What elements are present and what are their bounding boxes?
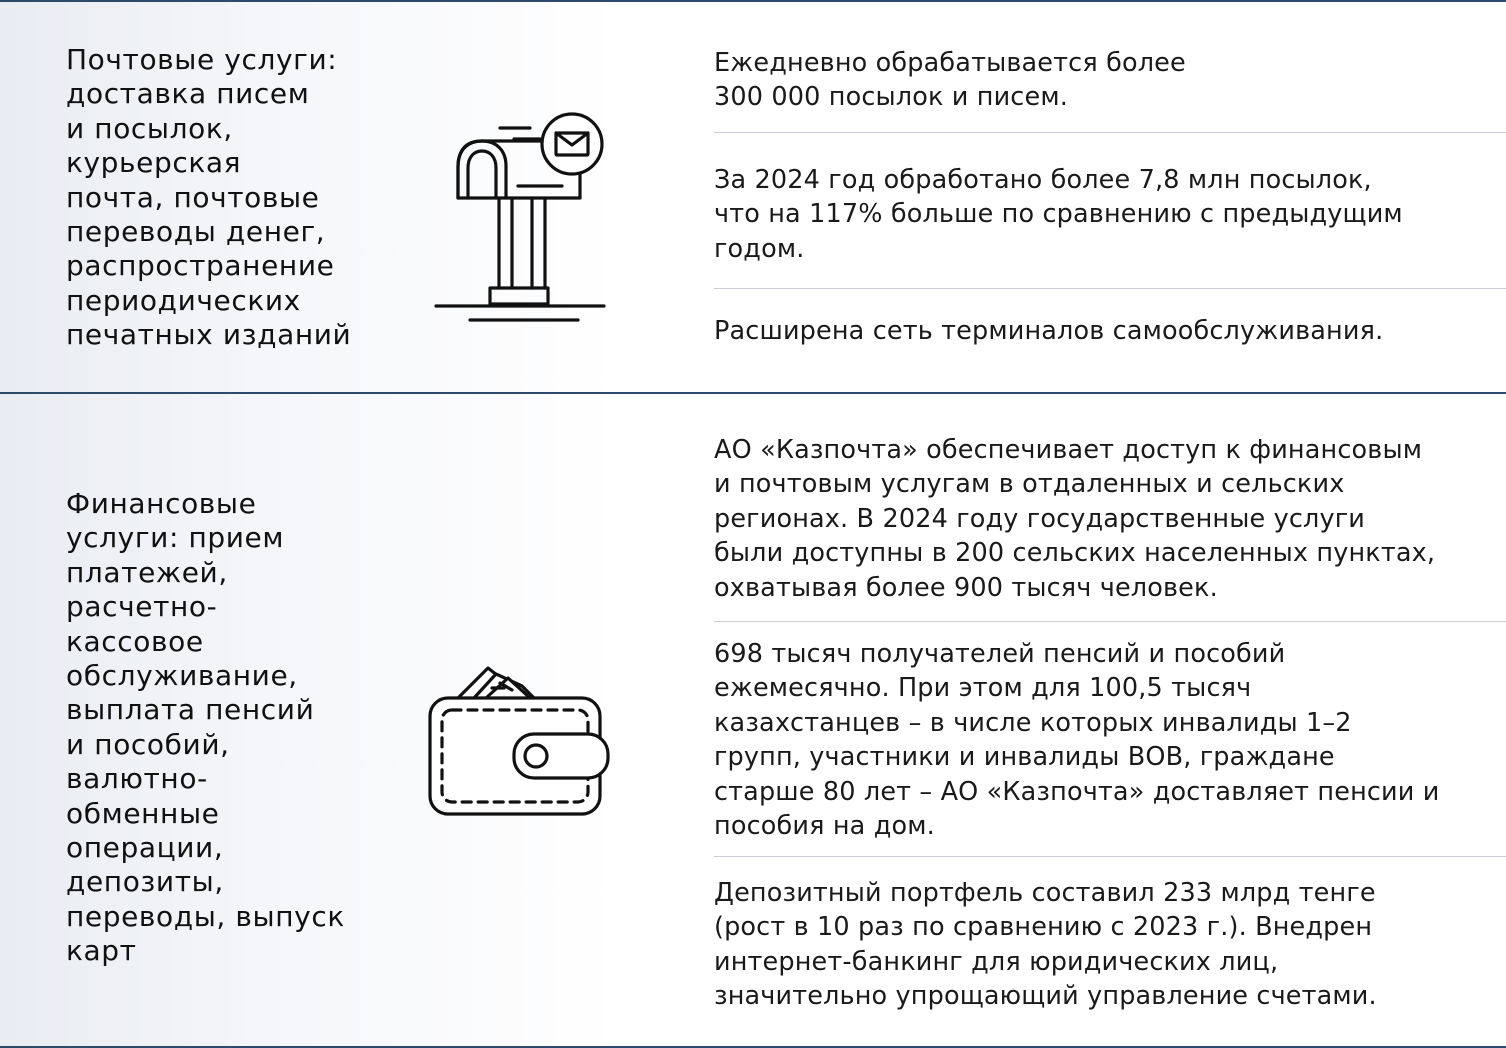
fact-divider bbox=[714, 856, 1506, 857]
mailbox-icon bbox=[432, 112, 612, 327]
fact-item: Ежедневно обрабатывается более 300 000 посылок и писем. bbox=[714, 48, 1186, 113]
wallet-icon bbox=[426, 658, 616, 818]
fact-divider bbox=[714, 621, 1506, 622]
fact-divider bbox=[714, 288, 1506, 289]
fact-item: Расширена сеть терминалов самообслуживания. bbox=[714, 316, 1384, 346]
fact-divider bbox=[714, 132, 1506, 133]
section-financial-services bbox=[0, 394, 1506, 1046]
fact-item: АО «Казпочта» обеспечивает доступ к финансовым и почтовым услугам в отдаленных и сельских регионах. В 2024 году государственные услуги были доступны в 200 сельских населенных пунктах, охватывая более 900 тысяч человек. bbox=[714, 435, 1436, 603]
section-title: Почтовые услуги: доставка писем и посылок, курьерская почта, почтовые переводы денег, распространение периодических печатных изданий bbox=[66, 43, 352, 352]
fact-item: Депозитный портфель составил 233 млрд тенге (рост в 10 раз по сравнению с 2023 г.). Внедрен интернет-банкинг для юридических лиц, значительно упрощающий управление счетами. bbox=[714, 878, 1377, 1012]
fact-item: 698 тысяч получателей пенсий и пособий ежемесячно. При этом для 100,5 тысяч казахстанцев – в числе которых инвалиды 1–2 групп, участники и инвалиды ВОВ, граждане старше 80 лет – АО «Казпочта» доставляет пенсии и пособия на дом. bbox=[714, 639, 1440, 842]
section-postal-services bbox=[0, 2, 1506, 392]
facts-list bbox=[714, 394, 1506, 1046]
fact-item: За 2024 год обработано более 7,8 млн посылок, что на 117% больше по сравнению с предыдущим годом. bbox=[714, 165, 1403, 264]
section-title: Финансовые услуги: прием платежей, расчетно- кассовое обслуживание, выплата пенсий и пособий, валютно- обменные операции, депозиты, переводы, выпуск карт bbox=[66, 487, 345, 968]
facts-list bbox=[714, 2, 1506, 392]
